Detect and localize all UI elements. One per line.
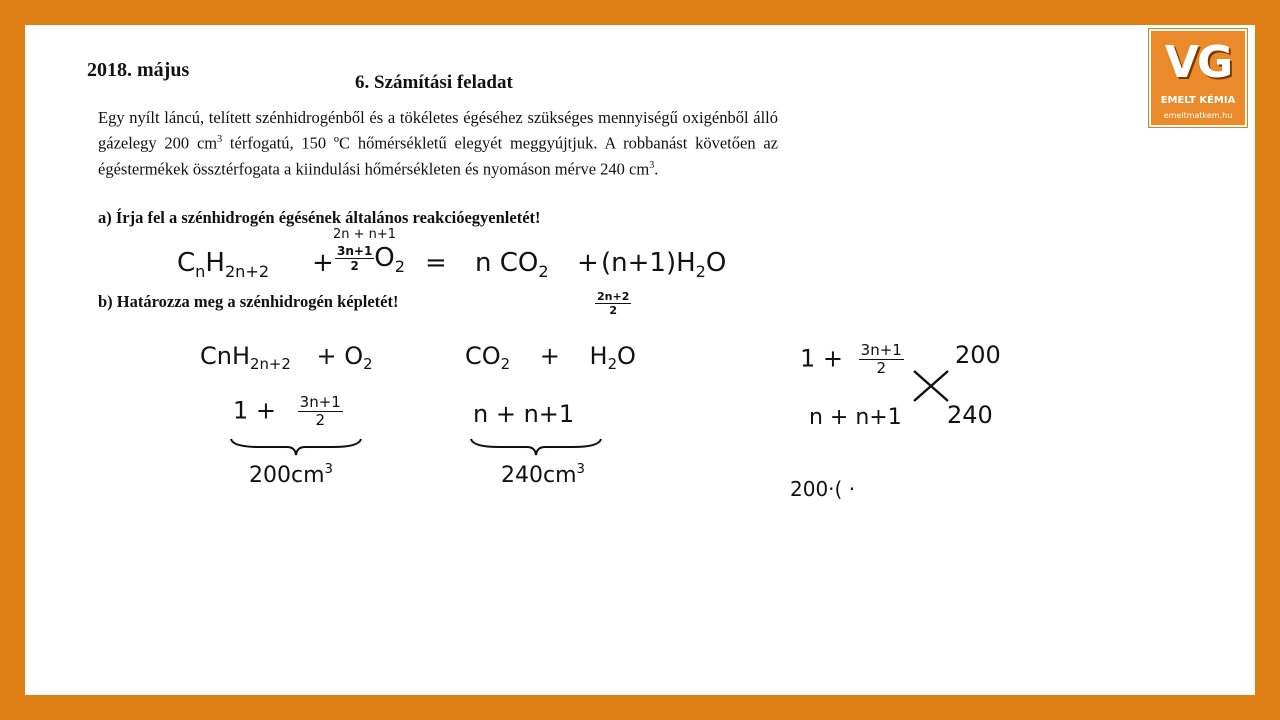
fraction-note [595,291,631,316]
logo-letters: VG [1164,37,1232,88]
fraction-note-frac: $\frac{2n+2}{2}$ [597,290,630,317]
problem-text-1: Egy nyílt láncú, telített szénhidrogénből és a tökéletes égéséhez szükséges mennyiségű oxigénből álló gázelegy 200 cm [98,108,778,153]
question-b: b) Határozza meg a szénhidrogén képletét! [98,292,399,311]
eq-hydrocarbon: $C_nH_{2n+2}$ [177,248,270,281]
ratio-top-right: 200 [955,341,1001,369]
partial-calculation: 200·( · [790,477,856,501]
ratio-fraction: $\frac{3n+1}{2}$ [860,341,902,377]
task-title: 6. Számítási feladat [355,72,513,93]
ratio-bottom-right: 240 [947,401,993,429]
ratio-bottom-left: n + n+1 [809,405,902,430]
eq-oxygen: $\frac{3n+1}{2}$ $O_2$ [337,243,406,276]
equation-annotation: 2n + n+1 [333,227,397,242]
reactants-fraction: $\frac{3n+1}{2}$ [299,393,341,429]
eq-plus-2: + [577,248,599,278]
cross-multiply-mark [911,368,951,404]
vg-logo [1149,29,1247,127]
general-equation [177,248,270,281]
eq-plus-1: + [312,248,334,278]
eq-equals: = [425,248,447,278]
eq-carbon-dioxide: n $CO_2$ [475,248,549,281]
reactants-brace [229,435,363,459]
exam-date: 2018. május [87,59,190,81]
logo-line1: EMELT KÉMIA [1160,95,1236,106]
reactants-line: $CnH_{2n+2} + O_2$ [200,342,373,374]
logo-line2: emeltmatkem.hu [1163,111,1233,120]
eq-water: $(n+1)H_2O$ [601,248,727,281]
eq-oxygen-fraction: $\frac{3n+1}{2}$ [337,244,373,273]
problem-statement [98,107,778,180]
products-volume: $240cm^3$ [501,461,585,488]
problem-sup-1: 3 [217,134,223,145]
products-brace [469,435,603,459]
products-line: $CO_2 + H_2O$ [465,342,636,374]
products-coefficients: n + n+1 [473,400,575,428]
question-a: a) Írja fel a szénhidrogén égésének általános reakcióegyenletét! [98,208,541,227]
problem-text-2: térfogatú, 150 ºC hőmérsékletű elegyét meggyújtjuk. A robbanást követően az égéstermékek össztérfogata a kiindulási hőmérsékleten és nyomáson mérve 240 cm [98,133,778,178]
ratio-top-left: 1 + $\frac{3n+1}{2}$ [800,341,902,377]
reactants-coefficients: 1 + $\frac{3n+1}{2}$ [233,393,341,429]
worksheet-page [25,25,1255,695]
problem-text-3: . [654,159,659,178]
reactants-volume: $200cm^3$ [249,461,333,488]
problem-sup-2: 3 [649,159,655,171]
